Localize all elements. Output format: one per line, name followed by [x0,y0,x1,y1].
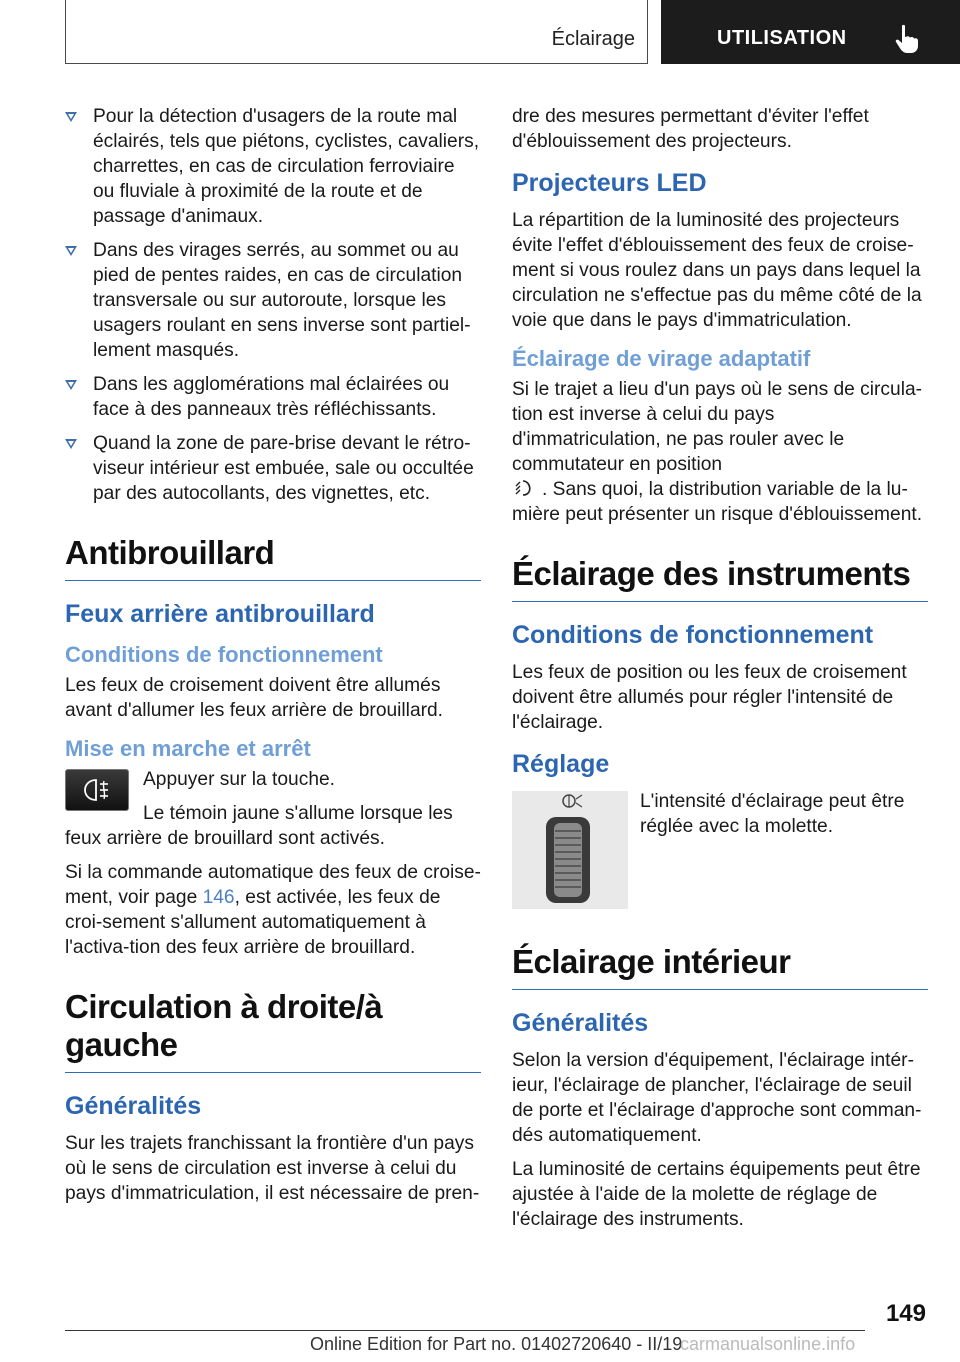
rear-fog-light-button-image [65,769,129,811]
bullet-list [65,104,481,506]
paragraph-conditions-instruments: Les feux de position ou les feux de croisement doivent être allumés pour régler l'intensité de l'éclairage. [512,662,907,733]
heading-eclairage-interieur: Éclairage intérieur [512,943,928,990]
triangle-bullet-icon [65,246,77,256]
heading-virage-adaptatif: Éclairage de virage adaptatif [512,346,811,371]
paragraph-temoin: Le témoin jaune s'allume lorsque les feux arrière de brouillard sont activés. [65,803,453,849]
paragraph-led: La répartition de la luminosité des projecteurs évite l'effet d'éblouissement des feux de croise-ment si vous roulez dans un pays dans lequel la circulation ne s'effectue pas du même côté de la voie que dans le pays d'immatriculation. [512,210,922,331]
fog-button-block [65,767,481,851]
heading-conditions-instruments: Conditions de fonctionnement [512,621,874,649]
wheel-block [512,789,928,915]
headlight-switch-position-icon [514,478,536,498]
paragraph-conditions: Les feux de croisement doivent être allumés avant d'allumer les feux arrière de brouillard. [65,675,444,721]
heading-reglage: Réglage [512,750,610,778]
heading-generalites-interieur: Généralités [512,1009,649,1037]
pointing-hand-icon [894,24,920,54]
paragraph-interieur-1: Selon la version d'équipement, l'éclairage intér-ieur, l'éclairage de plancher, l'éclairage de seuil de porte et l'éclairage d'approche sont comman-dés automatiquement. [512,1050,922,1146]
header-section-title: Éclairage [551,28,635,50]
paragraph-auto: Si la commande automatique des feux de croise-ment, voir page 146, est activée, les feux de croi-sement s'allument automatiquement à l'activa-tion des feux arrière de brouillard. [65,862,481,958]
watermark: carmanualsonline.info [680,1334,856,1354]
heading-mise-en-marche: Mise en marche et arrêt [65,736,311,761]
paragraph-continuation: dre des mesures permettant d'éviter l'effet d'éblouissement des projecteurs. [512,106,869,152]
triangle-bullet-icon [65,380,77,390]
triangle-bullet-icon [65,439,77,449]
heading-generalites-circulation: Généralités [65,1092,202,1120]
page-number: 149 [885,1300,926,1327]
heading-feux-arriere: Feux arrière antibrouillard [65,600,375,628]
heading-projecteurs-led: Projecteurs LED [512,169,707,197]
header-chapter-label: UTILISATION [717,27,847,49]
paragraph-virage: Si le trajet a lieu d'un pays où le sens de circula-tion est inverse à celui du pays d'immatriculation, ne pas rouler avec le commutateur en position . Sans quoi, la distribution variable de la lu-mière peut présenter un risque d'éblouissement. [512,379,923,525]
rear-fog-light-icon [66,770,128,810]
heading-conditions: Conditions de fonctionnement [65,642,383,667]
list-item: Pour la détection d'usagers de la route mal éclairés, tels que piétons, cyclistes, cavaliers, charrettes, en cas de circulation ferroviaire ou fluviale à proximité de la route et de passage d'animaux. [65,104,481,229]
paragraph-interieur-2: La luminosité de certains équipements peut être ajustée à l'aide de la molette de réglage de l'éclairage des instruments. [512,1159,921,1230]
header-section-box [65,0,648,64]
footer-divider [65,1330,865,1331]
header-chapter-tab [661,0,960,64]
left-column [65,104,481,1215]
footer-edition: Online Edition for Part no. 01402720640 - II/19 [310,1334,683,1354]
list-item: Dans des virages serrés, au sommet ou au pied de pentes raides, en cas de circulation transversale ou sur autoroute, lorsque les usagers roulant en sens inverse sont partiel-lement masqués. [65,238,481,363]
paragraph-appuyer: Appuyer sur la touche. [143,769,335,790]
heading-eclairage-instruments: Éclairage des instruments [512,555,928,602]
list-item: Dans les agglomérations mal éclairées ou face à des panneaux très réfléchissants. [65,372,481,422]
right-column [512,104,928,1241]
triangle-bullet-icon [65,112,77,122]
heading-antibrouillard: Antibrouillard [65,534,481,581]
dimmer-wheel-image [512,791,628,909]
page-link-146[interactable]: 146 [202,887,235,908]
heading-circulation: Circulation à droite/à gauche [65,988,481,1073]
list-item: Quand la zone de pare-brise devant le rétro-viseur intérieur est embuée, sale ou occultée par des autocollants, des vignettes, etc. [65,431,481,506]
instrument-dimmer-wheel-icon [512,791,628,909]
paragraph-circulation: Sur les trajets franchissant la frontière d'un pays où le sens de circulation est inverse à celui du pays d'immatriculation, il est nécessaire de pren- [65,1133,480,1204]
paragraph-reglage: L'intensité d'éclairage peut être réglée avec la molette. [640,791,905,837]
